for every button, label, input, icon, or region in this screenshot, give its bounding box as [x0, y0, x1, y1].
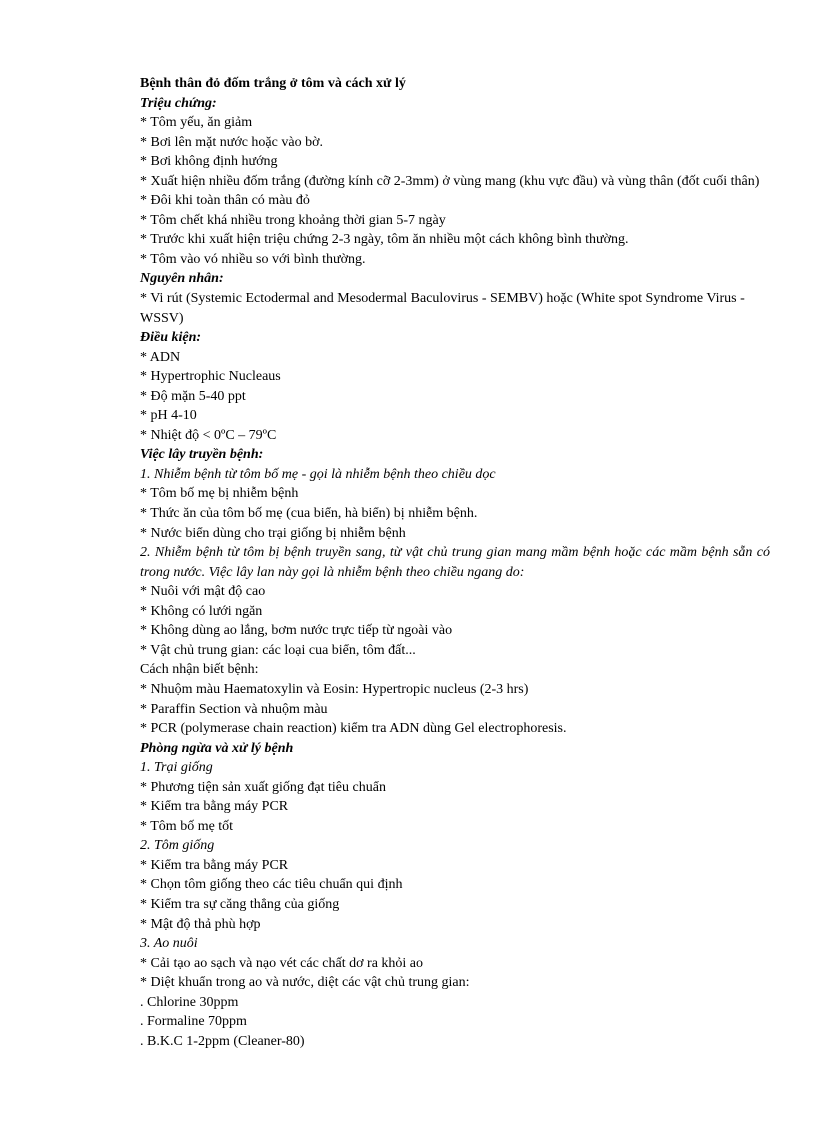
list-item: . Formaline 70ppm	[140, 1014, 247, 1030]
conditions-heading: Điều kiện:	[140, 330, 202, 346]
cause-heading: Nguyên nhân:	[140, 271, 224, 287]
list-item: * Vật chủ trung gian: các loại cua biển, tôm đất...	[140, 642, 416, 658]
detection-label: Cách nhận biết bệnh:	[140, 662, 259, 678]
list-item: * Hypertrophic Nucleaus	[140, 369, 281, 385]
list-item: * Kiểm tra bằng máy PCR	[140, 799, 289, 815]
list-item: * Tôm bố mẹ bị nhiễm bệnh	[140, 486, 299, 502]
cause-text: * Vi rút (Systemic Ectodermal and Mesodermal Baculovirus - SEMBV) hoặc (White spot Syndrome Virus - WSSV)	[140, 291, 748, 326]
prevention-subheading-1: 1. Trại giống	[140, 760, 213, 776]
list-item: * ADN	[140, 349, 181, 365]
list-item: * Mật độ thả phù hợp	[140, 916, 261, 932]
transmission-heading: Việc lây truyền bệnh:	[140, 447, 264, 463]
list-item: * PCR (polymerase chain reaction) kiểm tra ADN dùng Gel electrophoresis.	[140, 721, 567, 737]
transmission-subheading-1: 1. Nhiễm bệnh từ tôm bố mẹ - gọi là nhiễm bệnh theo chiều dọc	[140, 466, 496, 482]
list-item: * Paraffin Section và nhuộm màu	[140, 701, 328, 717]
list-item: * Nhuộm màu Haematoxylin và Eosin: Hypertropic nucleus (2-3 hrs)	[140, 681, 529, 697]
list-item: * Phương tiện sản xuất giống đạt tiêu chuẩn	[140, 779, 386, 795]
transmission-subheading-2: 2. Nhiễm bệnh từ tôm bị bệnh truyền sang, từ vật chủ trung gian mang mầm bệnh hoặc các mầm bệnh sẵn có trong nước. Việc lây lan này gọi là nhiễm bệnh theo chiều ngang do:	[140, 545, 774, 580]
list-item: * Nhiệt độ < 0ºC – 79ºC	[140, 427, 277, 443]
symptoms-heading: Triệu chứng:	[140, 95, 217, 111]
prevention-heading: Phòng ngừa và xử lý bệnh	[140, 740, 294, 756]
list-item: . B.K.C 1-2ppm (Cleaner-80)	[140, 1033, 305, 1049]
list-item: * Xuất hiện nhiều đốm trắng (đường kính cỡ 2-3mm) ở vùng mang (khu vực đầu) và vùng thân (đốt cuối thân)	[140, 173, 760, 189]
list-item: * Bơi lên mặt nước hoặc vào bờ.	[140, 134, 323, 150]
list-item: * Đôi khi toàn thân có màu đỏ	[140, 193, 310, 209]
list-item: * Độ mặn 5-40 ppt	[140, 388, 246, 404]
list-item: . Chlorine 30ppm	[140, 994, 239, 1010]
list-item: * Thức ăn của tôm bố mẹ (cua biển, hà biển) bị nhiễm bệnh.	[140, 506, 478, 522]
list-item: * Kiểm tra bằng máy PCR	[140, 857, 289, 873]
document-page	[140, 74, 774, 1051]
list-item: * Nước biển dùng cho trại giống bị nhiễm bệnh	[140, 525, 406, 541]
list-item: * pH 4-10	[140, 408, 197, 424]
prevention-subheading-3: 3. Ao nuôi	[140, 936, 198, 952]
document-title: Bệnh thân đỏ đốm trắng ở tôm và cách xử lý	[140, 76, 406, 91]
prevention-subheading-2: 2. Tôm giống	[140, 838, 215, 854]
list-item: * Cải tạo ao sạch và nạo vét các chất dơ ra khỏi ao	[140, 955, 424, 971]
list-item: * Tôm bố mẹ tốt	[140, 818, 234, 834]
list-item: * Kiểm tra sự căng thẳng của giống	[140, 896, 340, 912]
list-item: * Tôm yếu, ăn giảm	[140, 115, 253, 131]
list-item: * Nuôi với mật độ cao	[140, 584, 266, 600]
list-item: * Không dùng ao lắng, bơm nước trực tiếp từ ngoài vào	[140, 623, 453, 639]
list-item: * Trước khi xuất hiện triệu chứng 2-3 ngày, tôm ăn nhiều một cách không bình thường.	[140, 232, 629, 248]
list-item: * Không có lưới ngăn	[140, 603, 263, 619]
list-item: * Bơi không định hướng	[140, 154, 278, 170]
list-item: * Chọn tôm giống theo các tiêu chuẩn qui định	[140, 877, 403, 893]
list-item: * Tôm vào vó nhiều so với bình thường.	[140, 251, 366, 267]
list-item: * Tôm chết khá nhiều trong khoảng thời gian 5-7 ngày	[140, 212, 446, 228]
list-item: * Diệt khuẩn trong ao và nước, diệt các vật chủ trung gian:	[140, 975, 470, 991]
